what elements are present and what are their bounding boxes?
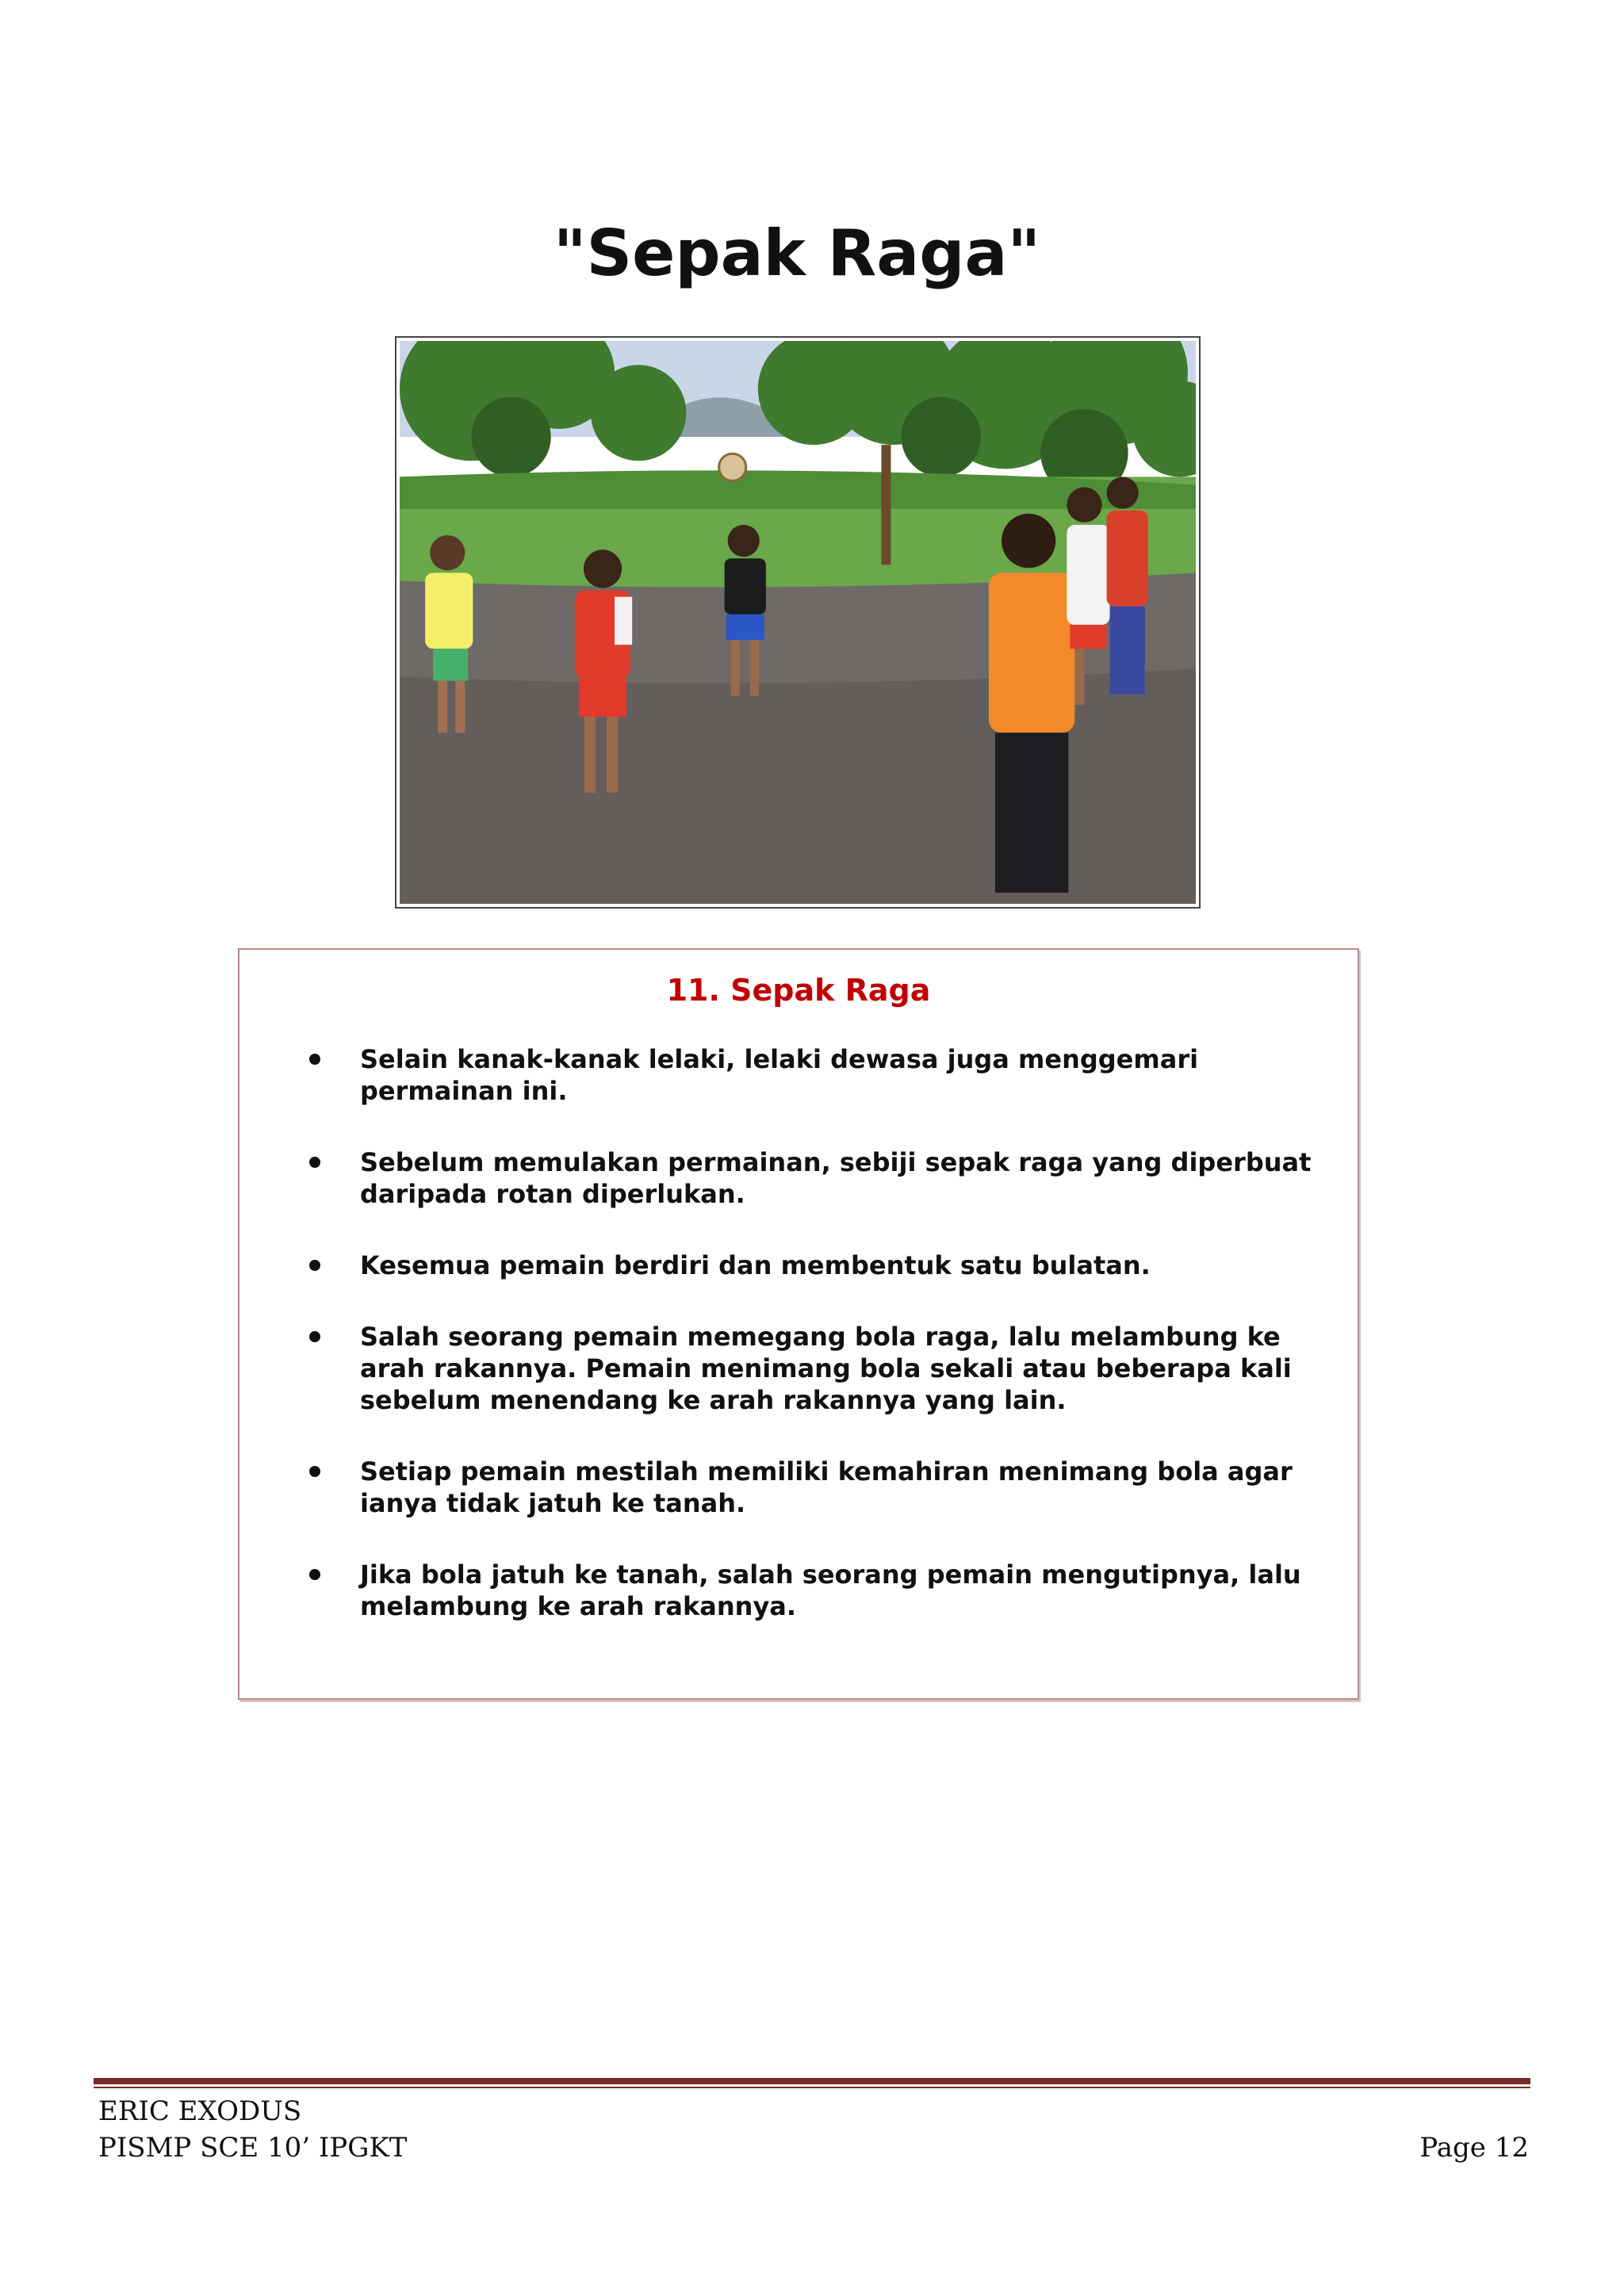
bullet-icon	[309, 1157, 320, 1168]
list-item: Selain kanak-kanak lelaki, lelaki dewasa juga menggemari permainan ini.	[309, 1043, 1332, 1107]
bullet-icon	[309, 1466, 320, 1477]
photo-frame	[395, 336, 1201, 909]
bullet-icon	[309, 1331, 320, 1342]
list-item: Jika bola jatuh ke tanah, salah seorang pemain mengutipnya, lalu melambung ke arah rakannya.	[309, 1559, 1332, 1622]
bullet-list	[309, 1043, 1332, 1662]
list-item: Sebelum memulakan permainan, sebiji sepak raga yang diperbuat daripada rotan diperlukan.	[309, 1146, 1332, 1210]
footer-left	[98, 2093, 407, 2166]
page-number: Page 12	[1419, 2132, 1529, 2164]
footer-course: PISMP SCE 10’ IPGKT	[98, 2132, 408, 2164]
footer-rule	[94, 2078, 1530, 2088]
box-heading: 11. Sepak Raga	[666, 973, 931, 1008]
bullet-icon	[309, 1260, 320, 1271]
sepak-raga-photo	[400, 341, 1196, 904]
list-item: Kesemua pemain berdiri dan membentuk satu bulatan.	[309, 1249, 1332, 1281]
bullet-icon	[309, 1054, 320, 1065]
bullet-icon	[309, 1569, 320, 1580]
page-title: "Sepak Raga"	[553, 216, 1041, 290]
footer-author: ERIC EXODUS	[98, 2095, 302, 2127]
list-item: Salah seorang pemain memegang bola raga, lalu melambung ke arah rakannya. Pemain menimang bola sekali atau beberapa kali sebelum menendang ke arah rakannya yang lain.	[309, 1321, 1332, 1416]
list-item: Setiap pemain mestilah memiliki kemahiran menimang bola agar ianya tidak jatuh ke tanah.	[309, 1456, 1332, 1519]
info-box	[238, 948, 1359, 1700]
